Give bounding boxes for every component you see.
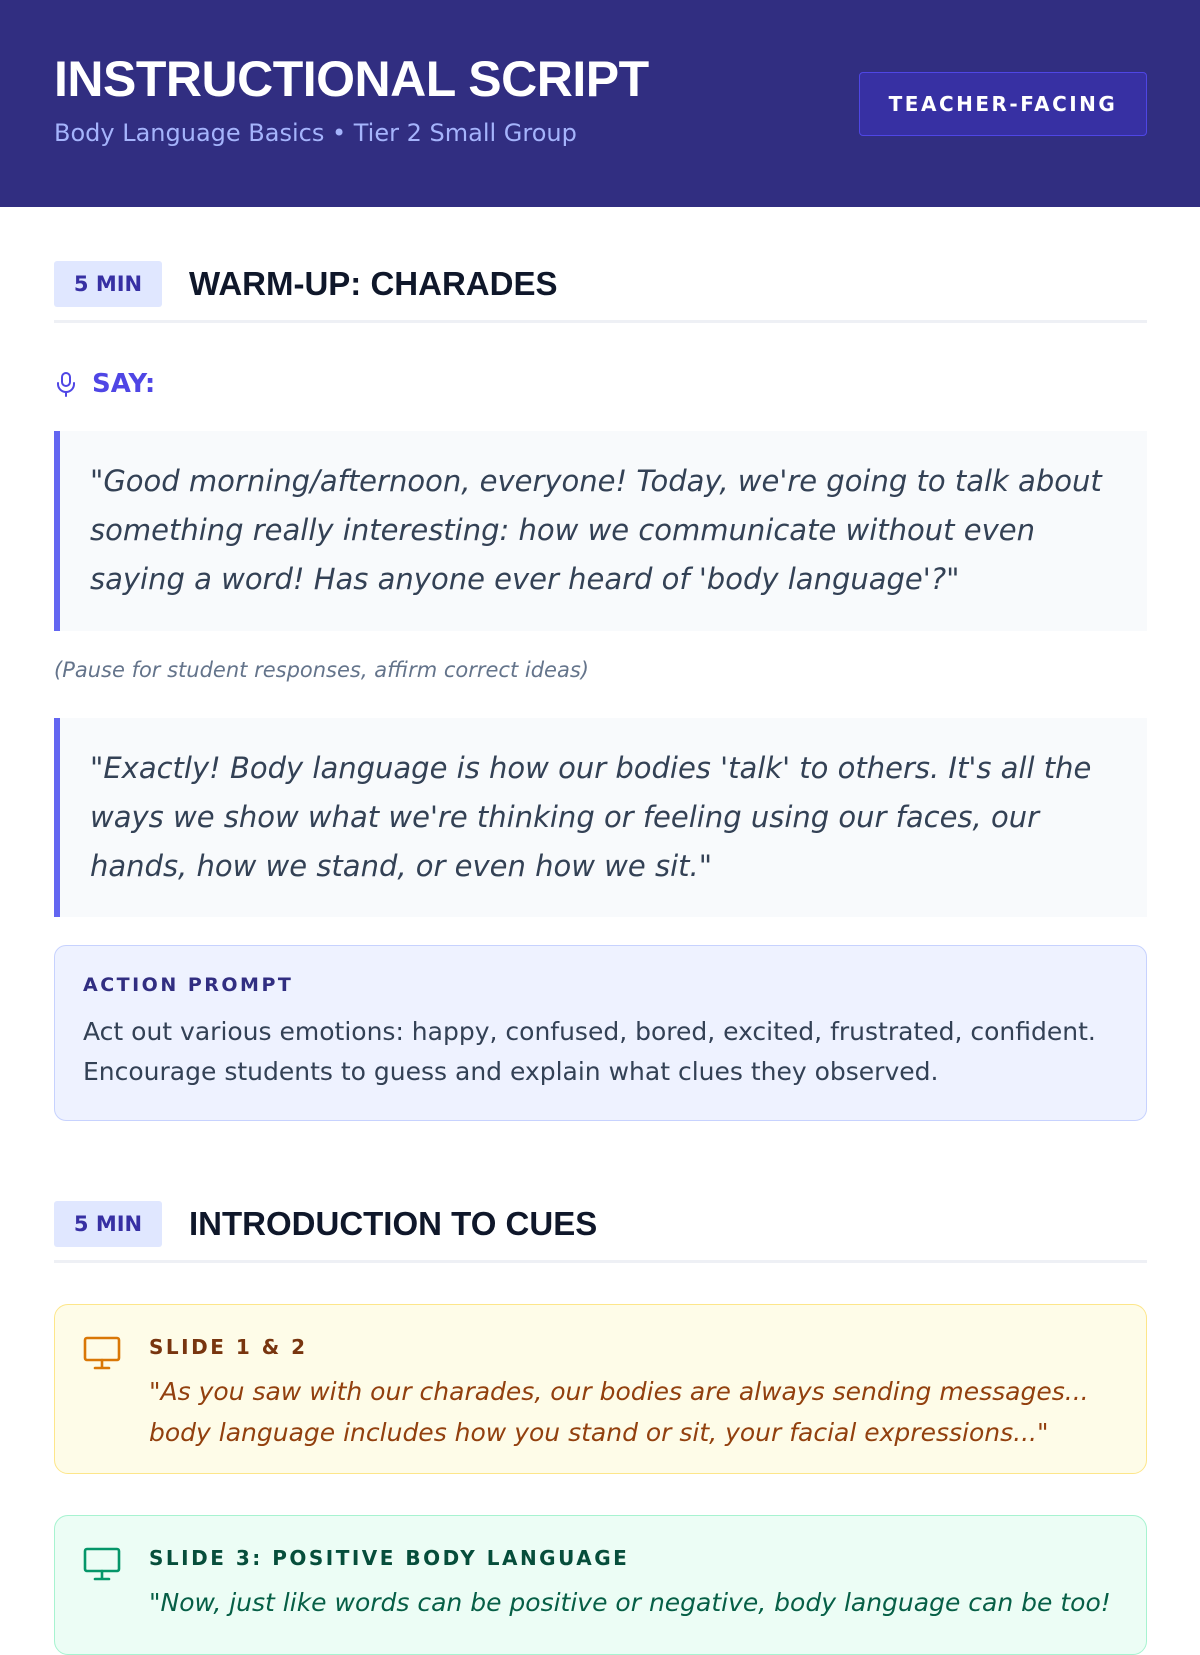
slide-label: SLIDE 1 & 2 bbox=[149, 1335, 308, 1359]
page-subtitle: Body Language Basics • Tier 2 Small Group bbox=[54, 119, 577, 147]
script-quote: "Good morning/afternoon, everyone! Today, we're going to talk about something really interesting: how we communicate without even saying a word! Has anyone ever heard of 'body language'?" bbox=[54, 431, 1147, 631]
slide-card bbox=[54, 1304, 1147, 1474]
page-title: INSTRUCTIONAL SCRIPT bbox=[54, 51, 649, 107]
time-badge: 5 MIN bbox=[54, 261, 162, 307]
action-prompt-text: Act out various emotions: happy, confused, bored, excited, frustrated, confident. Encourage students to guess and explain what clues they observed. bbox=[83, 1017, 1096, 1086]
script-quote: "Exactly! Body language is how our bodies 'talk' to others. It's all the ways we show what we're thinking or feeling using our faces, our hands, how we stand, or even how we sit." bbox=[54, 718, 1147, 917]
section-header-cues bbox=[54, 1201, 1147, 1263]
say-label bbox=[54, 366, 155, 402]
action-prompt-box bbox=[54, 945, 1147, 1121]
section-title: WARM-UP: CHARADES bbox=[189, 265, 558, 302]
section-title: INTRODUCTION TO CUES bbox=[189, 1205, 598, 1242]
header bbox=[0, 0, 1200, 207]
slide-quote: "Now, just like words can be positive or negative, body language can be too! bbox=[149, 1588, 1111, 1617]
action-prompt-label: ACTION PROMPT bbox=[83, 974, 294, 996]
monitor-icon bbox=[83, 1546, 123, 1584]
slide-label: SLIDE 3: POSITIVE BODY LANGUAGE bbox=[149, 1546, 630, 1570]
slide-quote: "As you saw with our charades, our bodies are always sending messages... body language includes how you stand or sit, your facial expressions..." bbox=[149, 1377, 1089, 1447]
audience-badge: TEACHER-FACING bbox=[859, 72, 1147, 136]
slide-card bbox=[54, 1515, 1147, 1655]
pause-note: (Pause for student responses, affirm correct ideas) bbox=[54, 658, 589, 682]
monitor-icon bbox=[83, 1335, 123, 1373]
time-badge: 5 MIN bbox=[54, 1201, 162, 1247]
section-header-warmup bbox=[54, 261, 1147, 323]
microphone-icon bbox=[54, 371, 78, 397]
say-label-text: SAY: bbox=[92, 369, 156, 399]
